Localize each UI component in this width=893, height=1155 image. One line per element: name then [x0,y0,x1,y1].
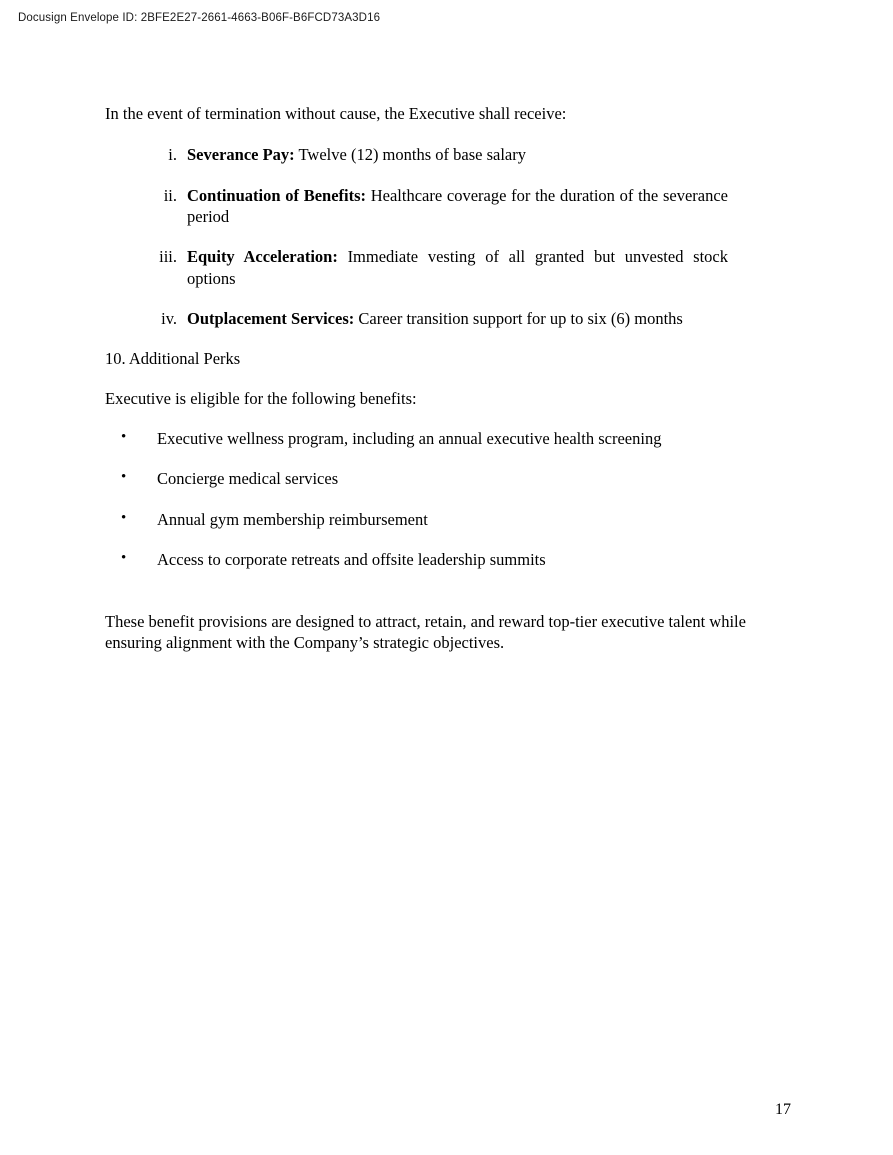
list-item [105,144,790,165]
list-item [105,549,790,570]
bullet-icon: • [121,428,127,445]
list-marker: ii. [163,185,177,205]
document-body [105,103,790,670]
list-marker: iv. [161,309,177,329]
item-text: Healthcare coverage for the duration of the severance period [187,185,728,226]
item-title: Equity Acceleration: [187,247,338,267]
list-item [105,428,790,449]
list-marker: i. [168,145,177,165]
perks-list [105,428,790,571]
page-number: 17 [775,1101,791,1118]
docusign-envelope-id: Docusign Envelope ID: 2BFE2E27-2661-4663-B06F-B6FCD73A3D16 [18,12,381,24]
intro-paragraph: In the event of termination without cause, the Executive shall receive: [105,104,567,123]
item-title: Severance Pay: [187,145,295,165]
bullet-icon: • [121,509,127,526]
item-text: Immediate vesting of all granted but unvested stock options [187,247,728,288]
item-title: Outplacement Services: [187,309,355,329]
list-item-label: Annual gym membership reimbursement [157,509,428,529]
list-marker: iii. [159,247,177,267]
item-text: Twelve (12) months of base salary [294,145,526,165]
list-item [105,308,790,329]
list-item [105,509,790,530]
closing-paragraph: These benefit provisions are designed to attract, retain, and reward top-tier executive talent while ensuring alignment with the Company’s strategic objectives. [105,611,746,653]
list-item [105,185,790,228]
termination-benefits-list [105,144,790,330]
bullet-icon: • [121,469,127,486]
item-text: Career transition support for up to six (6) months [354,309,683,329]
list-item [105,246,790,289]
list-item-label: Access to corporate retreats and offsite leadership summits [157,550,546,570]
item-title: Continuation of Benefits: [187,185,367,205]
eligibility-paragraph: Executive is eligible for the following benefits: [105,388,417,408]
list-item-label: Concierge medical services [157,469,339,489]
section-heading: 10. Additional Perks [105,348,241,368]
list-item [105,468,790,489]
list-item-label: Executive wellness program, including an annual executive health screening [157,428,662,448]
bullet-icon: • [121,550,127,567]
